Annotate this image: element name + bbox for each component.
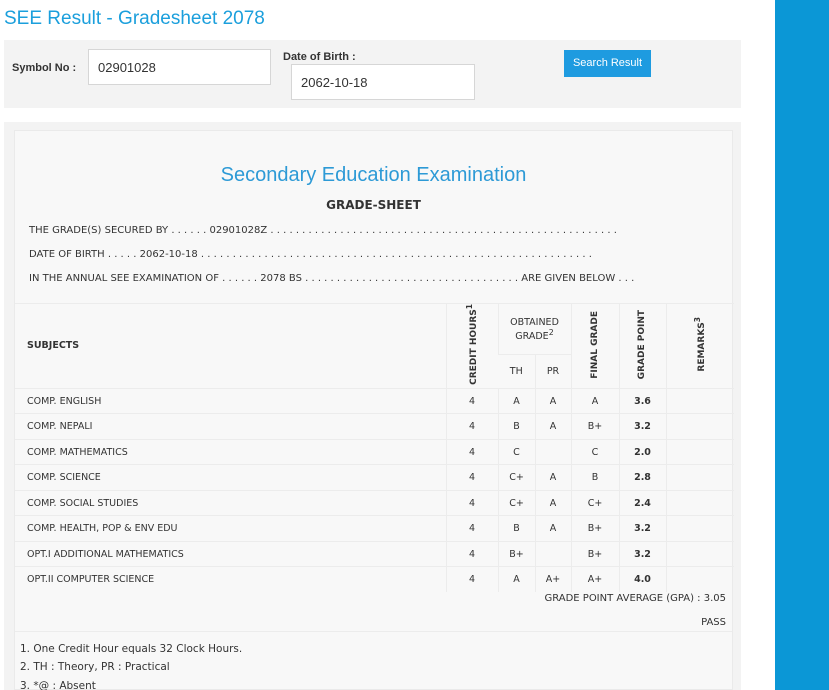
final-grade-header: FINAL GRADE — [571, 304, 619, 389]
final-grade-cell: C — [571, 439, 619, 465]
remarks-cell — [666, 465, 734, 491]
grade-point-cell: 3.6 — [619, 388, 666, 414]
table-row — [15, 439, 734, 465]
gradesheet-container — [4, 122, 741, 690]
subject-cell: COMP. MATHEMATICS — [15, 439, 446, 465]
pr-grade-cell: A — [535, 414, 571, 440]
subject-cell: OPT.I ADDITIONAL MATHEMATICS — [15, 541, 446, 567]
gpa-text: GRADE POINT AVERAGE (GPA) : 3.05 — [544, 593, 726, 604]
dob-line: DATE OF BIRTH . . . . . 2062-10-18 . . . . . . . . . . . . . . . . . . . . . . . . . . . . . . . . . . . . . . . . . . . . . . . . . . . . . . . . . . . . . . — [29, 249, 592, 260]
subject-cell: COMP. SCIENCE — [15, 465, 446, 491]
note-2: 2. TH : Theory, PR : Practical — [20, 661, 170, 673]
page-title: SEE Result - Gradesheet 2078 — [4, 8, 265, 29]
grade-point-cell: 2.0 — [619, 439, 666, 465]
exam-title: Secondary Education Examination — [220, 164, 527, 186]
final-grade-cell: A+ — [571, 567, 619, 593]
th-grade-cell: A — [498, 567, 535, 593]
credit-hours-cell: 4 — [446, 541, 498, 567]
th-grade-cell: C — [498, 439, 535, 465]
symbol-no-label: Symbol No : — [12, 62, 77, 74]
gradesheet — [14, 130, 733, 690]
search-result-button[interactable]: Search Result — [564, 50, 651, 77]
grade-rows — [15, 388, 734, 592]
final-grade-cell: B+ — [571, 414, 619, 440]
remarks-cell — [666, 388, 734, 414]
obtained-grade-header: OBTAINED GRADE$^2$ — [498, 304, 571, 355]
gradesheet-title: GRADE-SHEET — [326, 198, 421, 212]
note-1: 1. One Credit Hour equals 32 Clock Hours. — [20, 643, 243, 655]
table-row — [15, 516, 734, 542]
credit-hours-cell: 4 — [446, 567, 498, 593]
remarks-header: REMARKS$^3$ — [666, 304, 734, 389]
subject-cell: COMP. SOCIAL STUDIES — [15, 490, 446, 516]
secured-by-line: THE GRADE(S) SECURED BY . . . . . . 02901028Z . . . . . . . . . . . . . . . . . . . . . . . . . . . . . . . . . . . . . . . . . . . . . . . . . . . . . . . — [29, 225, 617, 236]
pr-grade-cell: A+ — [535, 567, 571, 593]
credit-hours-cell: 4 — [446, 465, 498, 491]
remarks-cell — [666, 414, 734, 440]
table-row — [15, 465, 734, 491]
grade-point-cell: 3.2 — [619, 414, 666, 440]
result-text: PASS — [701, 617, 726, 628]
th-header: TH — [498, 355, 535, 389]
table-row — [15, 490, 734, 516]
th-grade-cell: B+ — [498, 541, 535, 567]
th-grade-cell: C+ — [498, 465, 535, 491]
pr-grade-cell — [535, 541, 571, 567]
pr-grade-cell — [535, 439, 571, 465]
final-grade-cell: B+ — [571, 541, 619, 567]
side-bar — [775, 0, 829, 690]
table-row — [15, 388, 734, 414]
dob-input[interactable] — [291, 64, 475, 100]
grade-point-cell: 4.0 — [619, 567, 666, 593]
credit-hours-cell: 4 — [446, 490, 498, 516]
pr-grade-cell: A — [535, 388, 571, 414]
remarks-cell — [666, 567, 734, 593]
table-row — [15, 567, 734, 593]
notes-divider — [15, 631, 732, 632]
subject-cell: COMP. NEPALI — [15, 414, 446, 440]
remarks-cell — [666, 439, 734, 465]
remarks-cell — [666, 490, 734, 516]
table-row — [15, 541, 734, 567]
note-3: 3. *@ : Absent — [20, 680, 96, 690]
table-row — [15, 414, 734, 440]
grade-point-cell: 2.8 — [619, 465, 666, 491]
subject-cell: COMP. ENGLISH — [15, 388, 446, 414]
credit-hours-cell: 4 — [446, 414, 498, 440]
subject-cell: COMP. HEALTH, POP & ENV EDU — [15, 516, 446, 542]
credit-hours-header: CREDIT HOURS$^1$ — [446, 304, 498, 389]
remarks-cell — [666, 541, 734, 567]
symbol-no-input[interactable] — [88, 49, 271, 85]
remarks-cell — [666, 516, 734, 542]
final-grade-cell: B — [571, 465, 619, 491]
pr-grade-cell: A — [535, 516, 571, 542]
final-grade-cell: C+ — [571, 490, 619, 516]
th-grade-cell: C+ — [498, 490, 535, 516]
credit-hours-cell: 4 — [446, 516, 498, 542]
final-grade-cell: B+ — [571, 516, 619, 542]
pr-header: PR — [535, 355, 571, 389]
grade-point-header: GRADE POINT — [619, 304, 666, 389]
credit-hours-cell: 4 — [446, 388, 498, 414]
grade-point-cell: 3.2 — [619, 541, 666, 567]
dob-label: Date of Birth : — [283, 51, 356, 63]
grade-point-cell: 2.4 — [619, 490, 666, 516]
th-grade-cell: A — [498, 388, 535, 414]
pr-grade-cell: A — [535, 490, 571, 516]
credit-hours-cell: 4 — [446, 439, 498, 465]
subjects-header: SUBJECTS — [15, 304, 446, 389]
pr-grade-cell: A — [535, 465, 571, 491]
final-grade-cell: A — [571, 388, 619, 414]
subject-cell: OPT.II COMPUTER SCIENCE — [15, 567, 446, 593]
th-grade-cell: B — [498, 414, 535, 440]
exam-year-line: IN THE ANNUAL SEE EXAMINATION OF . . . . . . 2078 BS . . . . . . . . . . . . . . . . . . . . . . . . . . . . . . . . . . ARE GIVEN BELOW . . . — [29, 273, 635, 284]
grade-point-cell: 3.2 — [619, 516, 666, 542]
grades-table — [15, 303, 734, 592]
th-grade-cell: B — [498, 516, 535, 542]
